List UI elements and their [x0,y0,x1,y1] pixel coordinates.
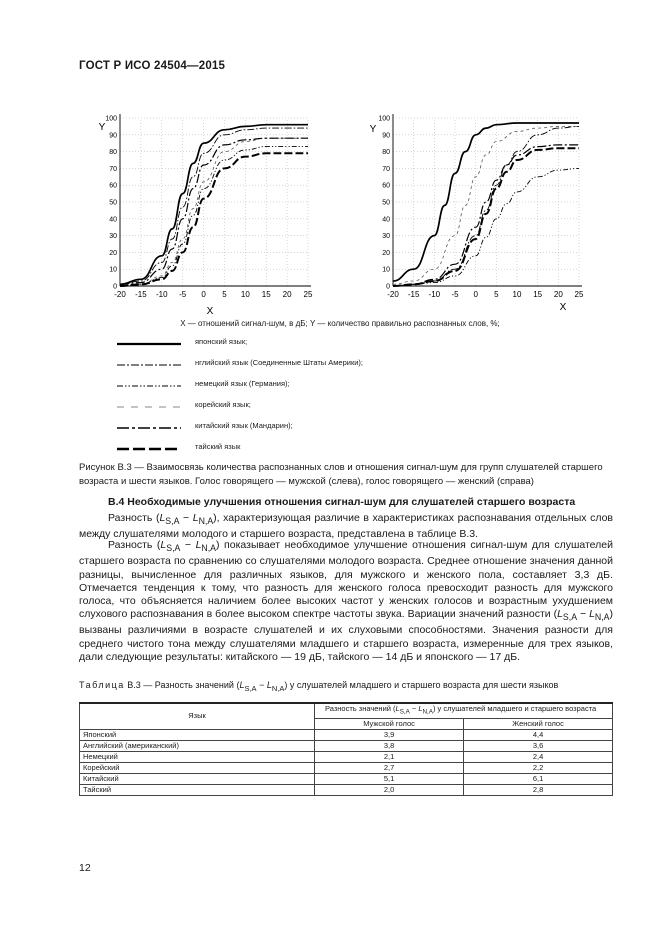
legend-item [115,442,515,456]
y-tick-label: 80 [382,149,390,157]
legend-label: китайский язык (Мандарин); [195,421,293,430]
y-tick-label: 20 [109,249,117,257]
cell-language: Китайский [80,773,315,784]
cell-male: 2,1 [315,751,464,762]
legend-swatch [115,423,185,433]
legend-label: корейский язык; [195,400,251,409]
section-title: В.4 Необходимые улучшения отношения сигнал-шум для слушателей старшего возраста [108,496,576,508]
x-axis-label: X [559,302,567,313]
x-tick-label: -20 [114,290,126,299]
y-tick-label: 70 [382,165,390,173]
x-tick-label: 25 [574,290,584,299]
cell-female: 4,4 [464,729,613,740]
legend-swatch [115,402,185,412]
legend-swatch [115,381,185,391]
legend-swatch [115,339,185,349]
y-tick-label: 80 [109,149,117,157]
y-tick-label: 70 [109,165,117,173]
data-table [79,702,613,796]
x-tick-label: 15 [261,290,271,299]
y-tick-label: 30 [109,233,117,241]
table-row [80,762,613,773]
x-tick-label: 15 [533,290,543,299]
table-caption: Таблица В.3 — Разность значений $(L_{S,A} - L_{N,A})$ у слушателей младшего и старшего возраста для шести языков [79,680,559,693]
axes-caption: X — отношений сигнал-шум, в дБ; Y — количество правильно распознанных слов, %; [180,319,500,328]
cell-female: 2,2 [464,762,613,773]
cell-language: Английский (американский) [80,740,315,751]
x-tick-label: 5 [222,290,227,299]
cell-female: 6,1 [464,773,613,784]
cell-language: Тайский [80,784,315,795]
paragraph: Разность $(L_{S,A} - L_{N,A})$ показывает необходимое улучшение отношения сигнал-шум для слушателей старшего возраста по сравнению со слушателями молодого возраста. Среднее отношение значения данной разницы, вычисленное для различных языков, для мужского и женского пола, составляет 3,3 дБ. Отмечается тенденция к тому, что разность для женского голоса превосходит разность для мужского голоса, что объясняется наличием более высоких частот у женских голосов и возрастным ухудшением слухового распознавания в более высоком спектре частоты звука. Вариации значений разности $(L_{S,A} - L_{N,A})$ вызваны различиями в возрасте слушателей и их слуховыми способностями. Значения разности для среднего чистого тона между слушателями младшего и старшего возраста, измеренные для трех языков, дали следующие результаты: китайского — 19 дБ, тайского — 14 дБ и японского — 17 дБ. [79,539,613,663]
series-line-thick-dash [120,153,308,286]
x-tick-label: -5 [451,290,459,299]
y-tick-label: 50 [382,199,390,207]
legend-label: немецкий язык (Германия); [195,379,290,388]
y-axis-label: Y [98,122,106,133]
chart-female-voice [360,100,595,315]
cell-male: 3,8 [315,740,464,751]
y-tick-label: 30 [382,233,390,241]
x-tick-label: 0 [201,290,206,299]
x-tick-label: 5 [494,290,499,299]
column-header-language: Язык [80,703,315,729]
column-header-female: Женский голос [464,718,613,729]
y-tick-label: 100 [378,115,390,123]
cell-male: 2,7 [315,762,464,773]
table-row [80,784,613,795]
series-line-long-dash-dot [393,145,579,286]
y-tick-label: 0 [386,283,390,291]
y-tick-label: 100 [105,115,117,123]
page-number: 12 [79,862,91,874]
cell-female: 2,4 [464,751,613,762]
y-tick-label: 10 [382,266,390,274]
y-tick-label: 0 [113,283,117,291]
series-line-dash-dot-dot [393,168,579,286]
cell-male: 3,9 [315,729,464,740]
legend-item [115,379,515,393]
x-axis-label: X [206,306,214,315]
y-tick-label: 40 [109,216,117,224]
series-line-solid-thick [120,125,308,285]
legend-label: нглийский язык (Соединенные Штаты Америки); [195,358,363,367]
table-row [80,729,613,740]
y-tick-label: 20 [382,249,390,257]
cell-female: 3,6 [464,740,613,751]
legend-item [115,400,515,414]
legend-label: японский язык; [195,337,248,346]
y-tick-label: 90 [382,132,390,140]
y-tick-label: 40 [382,216,390,224]
cell-language: Немецкий [80,751,315,762]
legend-item [115,337,515,351]
x-tick-label: -15 [407,290,420,299]
legend-swatch [115,444,185,454]
x-tick-label: 10 [240,290,250,299]
y-tick-label: 50 [109,199,117,207]
series-line-long-dash-dot [120,138,308,284]
legend-item [115,421,515,435]
series-line-thick-dash [393,148,579,286]
table-row [80,751,613,762]
y-tick-label: 60 [109,182,117,190]
y-tick-label: 60 [382,182,390,190]
document-header: ГОСТ Р ИСО 24504—2015 [79,60,226,72]
legend-label: тайский язык [195,442,241,451]
x-tick-label: 25 [303,290,313,299]
x-tick-label: -5 [179,290,187,299]
y-tick-label: 90 [109,132,117,140]
column-header-male: Мужской голос [315,718,464,729]
x-tick-label: 10 [512,290,522,299]
x-tick-label: -10 [428,290,441,299]
x-tick-label: -15 [135,290,147,299]
cell-male: 2,0 [315,784,464,795]
paragraph: Разность $(L_{S,A} - L_{N,A})$, характеризующая различие в характеристиках распознавания отдельных слов между слушателями молодого и старшего возраста, представлена в таблице В.3. [79,512,613,541]
cell-language: Корейский [80,762,315,773]
figure-caption: Рисунок В.3 — Взаимосвязь количества распознанных слов и отношения сигнал-шум для групп слушателей старшего возраста и шести языков. Голос говорящего — мужской (слева), голос говорящего — женский (справа) [79,462,603,487]
x-tick-label: 20 [282,290,292,299]
table-row [80,773,613,784]
y-tick-label: 10 [109,266,117,274]
cell-language: Японский [80,729,315,740]
chart-male-voice [92,100,322,315]
x-tick-label: 20 [553,290,563,299]
cell-female: 2,8 [464,784,613,795]
table-row [80,740,613,751]
x-tick-label: 0 [473,290,478,299]
x-tick-label: -10 [155,290,168,299]
x-tick-label: -20 [387,290,399,299]
legend-swatch [115,360,185,370]
legend-item [115,358,515,372]
series-line-dash [120,138,308,286]
column-group-header: Разность значений $(L_{S,A} - L_{N,A})$ у слушателей младшего и старшего возраста [315,703,613,718]
y-axis-label: Y [369,124,377,135]
cell-male: 5,1 [315,773,464,784]
